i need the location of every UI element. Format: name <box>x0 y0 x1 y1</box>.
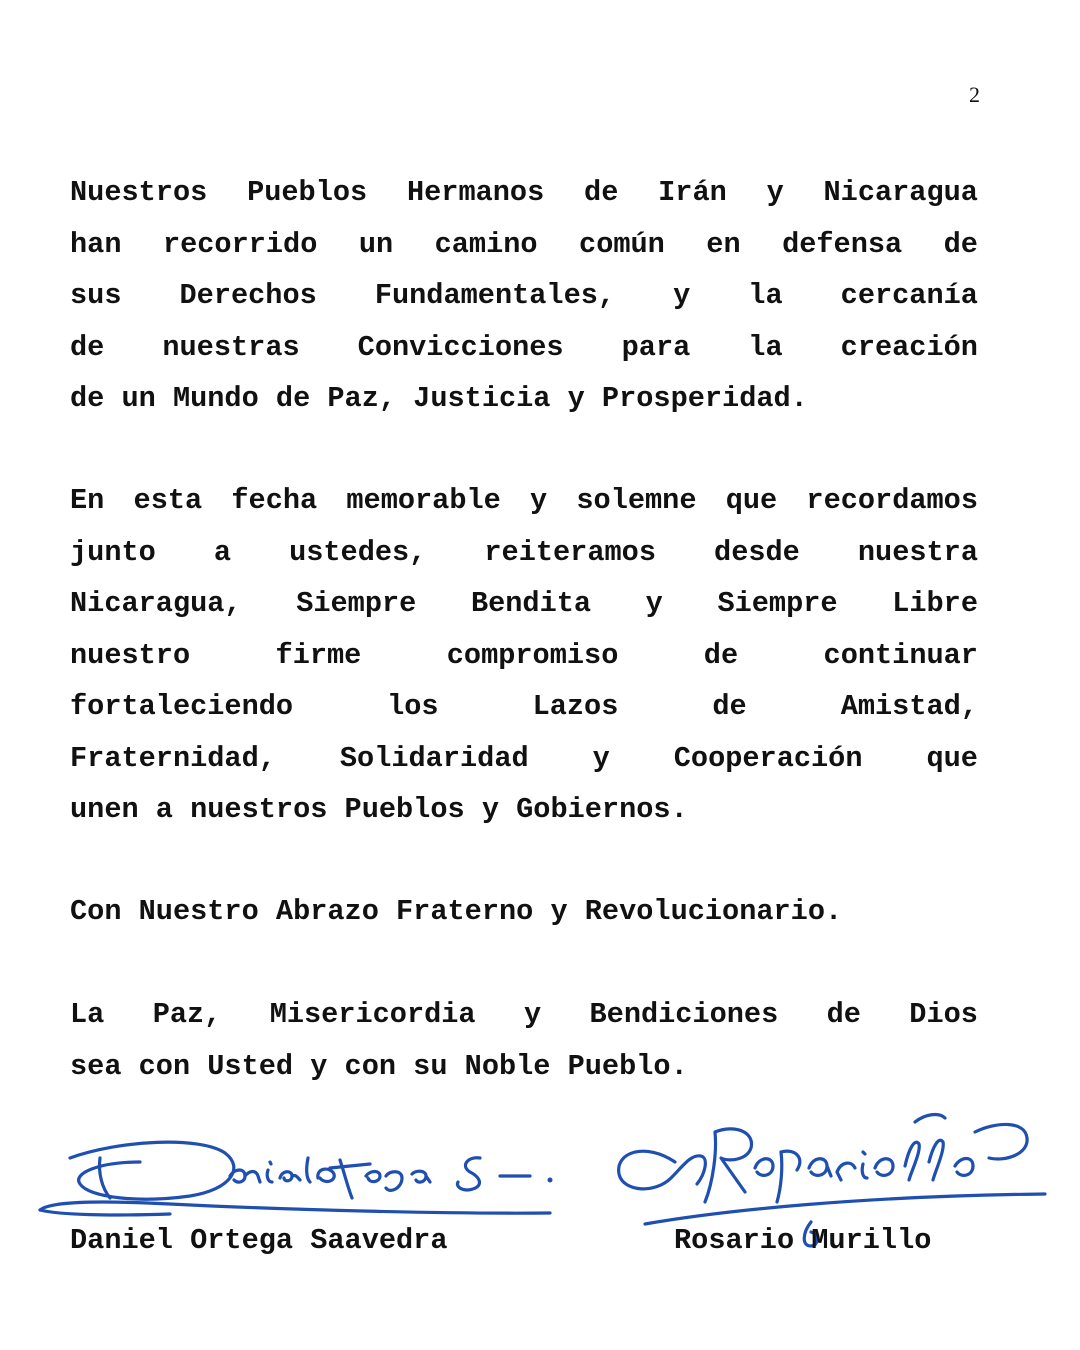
word: recorrido <box>162 227 318 261</box>
word: fortaleciendo <box>70 690 294 723</box>
word: Nicaragua, <box>70 587 242 620</box>
word: la <box>748 330 783 364</box>
word: Cooperación <box>673 741 863 775</box>
paragraph-line <box>70 475 978 527</box>
signature-left <box>30 1118 570 1228</box>
word: Paz, <box>152 998 222 1031</box>
word: Siempre <box>296 587 417 620</box>
word: y <box>530 484 548 517</box>
word: camino <box>434 227 538 261</box>
paragraph-line <box>70 322 978 374</box>
word: creación <box>840 330 978 364</box>
word: Dios <box>909 998 978 1031</box>
paragraph-line: sea con Usted y con su Noble Pueblo. <box>70 1049 688 1083</box>
word: desde <box>714 535 800 569</box>
word: de <box>70 330 105 364</box>
paragraph-2 <box>70 475 978 836</box>
word: Bendita <box>470 587 592 620</box>
word: compromiso <box>446 638 619 672</box>
word: fecha <box>231 484 318 517</box>
word: La <box>70 998 105 1031</box>
word: firme <box>275 638 362 672</box>
paragraph-line: unen a nuestros Pueblos y Gobiernos. <box>70 793 688 826</box>
word: Convicciones <box>357 330 564 364</box>
word: continuar <box>823 638 978 672</box>
word: Lazos <box>532 690 619 723</box>
signatory-name-right: Rosario Murillo <box>674 1224 932 1257</box>
word: Pueblos <box>247 176 368 209</box>
word: defensa <box>782 227 903 261</box>
word: de <box>712 690 747 723</box>
word: para <box>621 330 691 364</box>
word: y <box>766 176 784 209</box>
word: Fraternidad, <box>70 741 276 775</box>
paragraph-line <box>70 733 978 785</box>
word: nuestras <box>162 330 300 364</box>
paragraph-line <box>70 578 978 630</box>
word: de <box>703 638 739 672</box>
word: Derechos <box>179 279 317 312</box>
paragraph-line <box>70 527 978 579</box>
paragraph-line: de un Mundo de Paz, Justicia y Prosperidad. <box>70 382 808 415</box>
paragraph-line: Con Nuestro Abrazo Fraterno y Revolucionario. <box>70 895 843 928</box>
word: de <box>943 227 978 261</box>
word: sus <box>70 279 122 312</box>
paragraph-1 <box>70 167 978 425</box>
word: nuestra <box>857 535 978 569</box>
paragraph-4 <box>70 989 978 1092</box>
paragraph-line <box>70 989 978 1041</box>
word: de <box>826 998 861 1031</box>
page-number: 2 <box>969 82 980 107</box>
word: y <box>645 587 663 620</box>
paragraph-line <box>70 219 978 271</box>
word: cercanía <box>840 279 978 312</box>
word: Fundamentales, <box>374 279 616 312</box>
word: ustedes, <box>289 535 427 569</box>
word: Bendiciones <box>589 998 779 1031</box>
word: Misericordia <box>269 998 476 1031</box>
word: Solidaridad <box>339 741 529 775</box>
word: y <box>673 279 691 312</box>
word: los <box>387 690 439 723</box>
word: Nicaragua <box>823 176 978 209</box>
paragraph-3 <box>70 886 978 938</box>
word: Amistad, <box>840 690 978 723</box>
paragraph-line <box>70 681 978 733</box>
word: Siempre <box>717 587 838 620</box>
word: junto <box>70 535 156 569</box>
word: han <box>70 227 122 261</box>
word: común <box>579 227 665 261</box>
signatory-name-left: Daniel Ortega Saavedra <box>70 1224 448 1257</box>
word: esta <box>133 484 203 517</box>
paragraph-line <box>70 167 978 219</box>
word: a <box>213 535 232 569</box>
word: en <box>706 227 741 261</box>
word: recordamos <box>806 484 978 517</box>
word: que <box>725 484 778 517</box>
paragraph-line <box>70 630 978 682</box>
word: memorable <box>346 484 501 517</box>
word: solemne <box>576 484 697 517</box>
word: Nuestros <box>70 176 208 209</box>
word: y <box>592 741 610 775</box>
paragraph-line <box>70 270 978 322</box>
word: reiteramos <box>484 535 656 569</box>
word: Libre <box>892 587 978 620</box>
word: y <box>523 998 542 1031</box>
word: Irán <box>658 176 727 209</box>
word: Hermanos <box>406 176 545 209</box>
word: de <box>584 176 619 209</box>
word: la <box>748 279 783 312</box>
word: En <box>70 484 105 517</box>
word: nuestro <box>70 638 191 672</box>
word: que <box>926 741 978 775</box>
word: un <box>358 227 394 261</box>
